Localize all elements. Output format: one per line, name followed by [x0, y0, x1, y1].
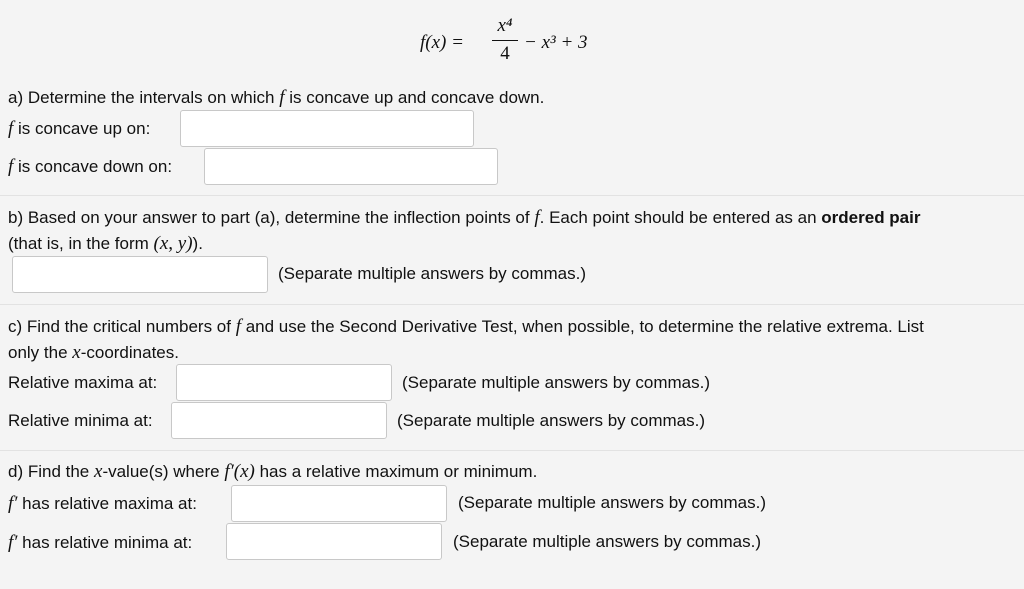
part-b-q2-end: ).	[192, 234, 203, 253]
part-d-q-mid: -value(s) where	[102, 462, 225, 481]
concave-down-f: f	[8, 156, 14, 177]
concave-up-field[interactable]	[180, 110, 474, 147]
concave-up-f: f	[8, 118, 14, 139]
formula-denominator: 4	[500, 43, 510, 64]
fprime-minima-label	[8, 532, 192, 554]
part-a-question	[8, 87, 544, 109]
fprime-maxima-input[interactable]	[232, 486, 446, 521]
fprime-minima-label-text: has relative minima at:	[17, 533, 193, 552]
formula-fraction	[492, 14, 518, 65]
inflection-points-field[interactable]	[12, 256, 268, 293]
concave-down-label-text: is concave down on:	[13, 157, 173, 176]
part-b-q1-f: f	[534, 207, 540, 228]
formula-rest: − x³ + 3	[524, 32, 588, 53]
part-d-q-math2: f′(x)	[224, 461, 255, 482]
part-c-q1-text: c) Find the critical numbers of	[8, 317, 236, 336]
part-c-question-line1	[8, 316, 924, 338]
relative-minima-label: Relative minima at:	[8, 411, 153, 430]
fprime-maxima-f: f′	[8, 493, 18, 514]
part-c-q2-math: x	[72, 342, 81, 363]
concave-up-input[interactable]	[181, 111, 473, 146]
part-b-q2-start: (that is, in the form	[8, 234, 154, 253]
part-b-question-line2	[8, 233, 203, 255]
part-d-q-math1: x	[94, 461, 103, 482]
section-divider	[0, 195, 1024, 196]
concave-down-field[interactable]	[204, 148, 498, 185]
fprime-minima-field[interactable]	[226, 523, 442, 560]
part-c-q2-start: only the	[8, 343, 73, 362]
part-a-question-f: f	[279, 87, 285, 108]
part-a-question-text: a) Determine the intervals on which	[8, 88, 280, 107]
section-divider	[0, 304, 1024, 305]
part-c-q1-tail: and use the Second Derivative Test, when possible, to determine the relative extrema. List	[240, 317, 924, 336]
formula-lhs: f(x) =	[420, 32, 464, 53]
fprime-maxima-hint: (Separate multiple answers by commas.)	[458, 493, 767, 512]
relative-maxima-field[interactable]	[176, 364, 392, 401]
relative-minima-field[interactable]	[171, 402, 387, 439]
fprime-maxima-label-text: has relative maxima at:	[17, 494, 197, 513]
section-divider	[0, 450, 1024, 451]
relative-minima-input[interactable]	[172, 403, 386, 438]
fprime-maxima-field[interactable]	[231, 485, 447, 522]
relative-minima-hint: (Separate multiple answers by commas.)	[397, 411, 706, 430]
part-d-question	[8, 461, 537, 483]
fprime-maxima-label	[8, 493, 197, 515]
part-b-q2-math: (x, y)	[153, 233, 193, 254]
concave-up-label	[8, 118, 150, 140]
concave-up-label-text: is concave up on:	[13, 119, 151, 138]
part-a-question-tail: is concave up and concave down.	[284, 88, 545, 107]
part-c-q1-f: f	[235, 316, 241, 337]
inflection-points-hint: (Separate multiple answers by commas.)	[278, 264, 587, 283]
concave-down-input[interactable]	[205, 149, 497, 184]
part-b-q1-text: b) Based on your answer to part (a), determine the inflection points of	[8, 208, 535, 227]
fprime-minima-hint: (Separate multiple answers by commas.)	[453, 532, 762, 551]
part-b-question-line1	[8, 207, 920, 229]
fprime-minima-f: f′	[8, 532, 18, 553]
part-b-q1-tail: . Each point should be entered as an	[539, 208, 822, 227]
fprime-minima-input[interactable]	[227, 524, 441, 559]
part-c-q2-end: -coordinates.	[80, 343, 179, 362]
inflection-points-input[interactable]	[13, 257, 267, 292]
concave-down-label	[8, 156, 172, 178]
part-d-q-start: d) Find the	[8, 462, 94, 481]
part-d-q-end: has a relative maximum or minimum.	[254, 462, 538, 481]
formula-numerator: x⁴	[497, 15, 513, 36]
relative-maxima-hint: (Separate multiple answers by commas.)	[402, 373, 711, 392]
relative-maxima-input[interactable]	[177, 365, 391, 400]
fraction-bar	[492, 40, 518, 41]
relative-maxima-label: Relative maxima at:	[8, 373, 158, 392]
part-c-question-line2	[8, 342, 179, 364]
part-b-ordered-pair: ordered pair	[821, 208, 921, 227]
